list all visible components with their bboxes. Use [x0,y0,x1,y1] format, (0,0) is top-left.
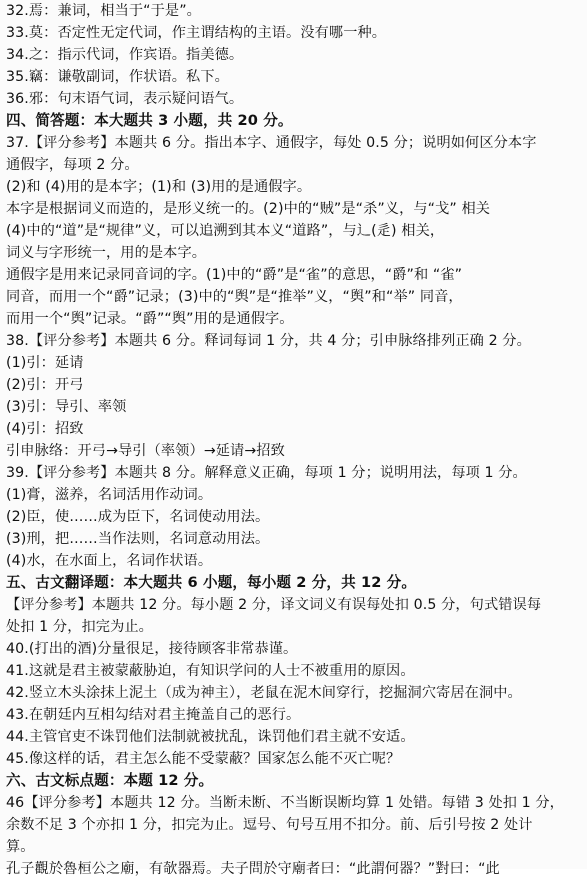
answer-line-43: 43.在朝廷内互相勾结对君主掩盖自己的恶行。 [6,707,301,723]
answer-line: (3)刑，把……当作法则，名词意动用法。 [6,531,270,547]
answer-line: (2)和 (4)用的是本字；(1)和 (3)用的是通假字。 [6,179,312,195]
section-heading-translation: 五、古文翻译题：本大题共 6 小题，每小题 2 分，共 12 分。 [6,574,417,591]
answer-line: (4)水，在水面上，名词作状语。 [6,553,213,569]
answer-line-32: 32.焉：兼词，相当于“于是”。 [6,3,201,19]
answer-line: (3)引：导引、率领 [6,399,127,415]
answer-line: 通假字是用来记录同音词的字。(1)中的“爵”是“雀”的意思，“爵”和 “雀” [6,267,463,283]
answer-line-39: 39.【评分参考】本题共 8 分。解释意义正确，每项 1 分；说明用法，每项 1 分。 [6,465,527,481]
answer-line: 引申脉络：开弓→导引（率领）→延请→招致 [6,443,285,459]
answer-line-36: 36.邪：句末语气词，表示疑问语气。 [6,91,244,107]
answer-line: (1)膏，滋养，名词活用作动词。 [6,487,213,503]
answer-line-40: 40.(打出的酒)分量很足，接待顾客非常恭谨。 [6,641,298,657]
answer-line: 本字是根据词义而造的，是形义统一的。(2)中的“贼”是“杀”义，与“戈” 相关 [6,201,491,217]
answer-line: 【评分参考】本题共 12 分。每小题 2 分，译文词义有误每处扣 0.5 分，句式错误每 [6,597,542,613]
section-heading-short-answer: 四、简答题：本大题共 3 小题，共 20 分。 [6,112,293,129]
answer-line: 处扣 1 分，扣完为止。 [6,619,153,635]
answer-line-35: 35.竊：谦敬副词，作状语。私下。 [6,69,229,85]
answer-line: 而用一个“舆”记录。“爵”“舆”用的是通假字。 [6,311,294,327]
answer-line-38: 38.【评分参考】本题共 6 分。释词每词 1 分，共 4 分；引申脉络排列正确 2 分。 [6,333,531,349]
answer-line: (1)引：延请 [6,355,84,371]
answer-line: 同音，而用一个“爵”记录；(3)中的“舆”是“推举”义，“舆”和“举” 同音， [6,289,463,305]
answer-line-37-cont: 通假字，每项 2 分。 [6,157,139,173]
answer-line-37: 37.【评分参考】本题共 6 分。指出本字、通假字，每处 0.5 分；说明如何区分本字 [6,135,537,151]
section-heading-punctuation: 六、古文标点题：本题 12 分。 [6,772,214,789]
answer-line: (4)引：招致 [6,421,84,437]
answer-line-46: 46【评分参考】本题共 12 分。当断未断、不当断误断均算 1 处错。每错 3 处扣 1 分， [6,795,564,811]
answer-line-44: 44.主管官吏不诛罚他们法制就被扰乱，诛罚他们君主就不安适。 [6,729,415,745]
answer-line-41: 41.这就是君主被蒙蔽胁迫，有知识学问的人士不被重用的原因。 [6,663,415,679]
answer-line: 余数不足 3 个亦扣 1 分，扣完为止。逗号、句号互用不扣分。前、后引号按 2 处计 [6,817,533,833]
answer-line: (4)中的“道”是“规律”义，可以追溯到其本义“道路”，与辶(辵) 相关， [6,223,445,239]
answer-line-classical-text: 孔子觀於魯桓公之廟，有欹器焉。夫子問於守廟者曰：“此謂何器？”對曰：“此 [6,861,500,877]
answer-line-45: 45.像这样的话，君主怎么能不受蒙蔽？国家怎么能不灭亡呢？ [6,751,401,767]
answer-line: 算。 [6,839,35,855]
answer-line: (2)引：开弓 [6,377,84,393]
answer-line-42: 42.竖立木头涂抹上泥土（成为神主），老鼠在泥木间穿行，挖掘洞穴寄居在洞中。 [6,685,522,701]
answer-line: 词义与字形统一，用的是本字。 [6,245,207,261]
answer-line-34: 34.之：指示代词，作宾语。指美德。 [6,47,244,63]
answer-line-33: 33.莫：否定性无定代词，作主谓结构的主语。没有哪一种。 [6,25,387,41]
answer-line: (2)臣，使……成为臣下，名词使动用法。 [6,509,270,525]
